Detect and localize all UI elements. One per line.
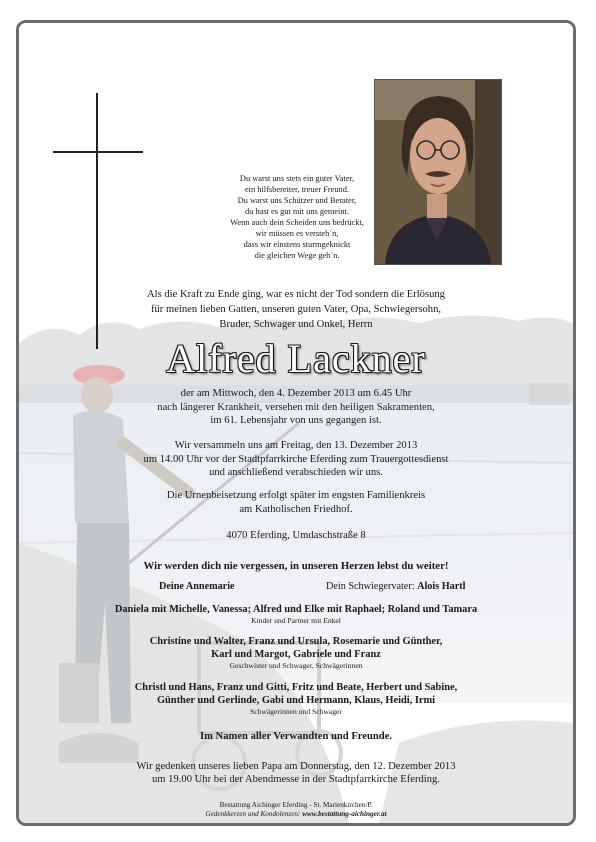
funeral-service (19, 439, 573, 480)
memorial-line: um 19.00 Uhr bei der Abendmesse in der Stadtpfarrkirche Eferding. (151, 773, 440, 785)
death-line: nach längerer Krankheit, versehen mit den heiligen Sakramenten, (157, 401, 435, 413)
family-group-siblings (19, 635, 573, 671)
motto: Wir werden dich nie vergessen, in unseren Herzen lebst du weiter! (143, 560, 449, 572)
death-notice (19, 387, 573, 428)
family-names: Christine und Walter, Franz und Ursula, Rosemarie und Günther, (149, 636, 443, 647)
address: 4070 Eferding, Umdaschstraße 8 (226, 530, 366, 541)
portrait-photo (374, 79, 502, 265)
footer (19, 801, 573, 819)
family-names: Christl und Hans, Franz und Gitti, Fritz und Beate, Herbert und Sabine, (134, 682, 458, 693)
signature-prefix: Dein Schwiegervater: (326, 581, 415, 592)
funeral-home: Bestattung Aichinger Eferding - St. Marienkirchen/P. (219, 801, 373, 809)
poem-line: Wenn auch dein Scheiden uns bedrückt, (230, 218, 364, 227)
cross-icon-horizontal (53, 151, 143, 153)
intro-line: Bruder, Schwager und Onkel, Herrn (219, 319, 373, 330)
poem-line: dass wir einstens sturmgeknickt (243, 240, 351, 249)
urn-line: am Katholischen Friedhof. (239, 503, 353, 515)
memorial-mass (19, 761, 573, 786)
intro-line: für meinen lieben Gatten, unseren guten Vater, Opa, Schwiegersohn, (150, 304, 442, 315)
signature-father-in-law (326, 581, 465, 592)
poem (197, 173, 397, 261)
signature-name: Alois Hartl (417, 581, 466, 592)
family-names: Daniela mit Michelle, Vanessa; Alfred und Elke mit Raphael; Roland und Tamara (114, 604, 478, 615)
poem-line: Du warst uns Schützer und Berater, (237, 196, 357, 205)
poem-line: du hast es gut mit uns gemeint. (245, 207, 349, 216)
poem-line: die gleichen Wege geh´n. (254, 251, 340, 260)
poem-line: Du warst uns stets ein guter Vater, (239, 174, 355, 183)
deceased-name: Alfred Lackner (166, 336, 426, 381)
poem-line: wir müssen es versteh´n, (255, 229, 339, 238)
death-line: im 61. Lebensjahr von uns gegangen ist. (210, 415, 382, 426)
urn-burial (19, 489, 573, 516)
memorial-line: Wir gedenken unseres lieben Papa am Donnerstag, den 12. Dezember 2013 (136, 761, 456, 772)
condolences-label: Gedenkkerzen und Kondolenzen: (205, 810, 301, 818)
in-the-name-of-all: Im Namen aller Verwandten und Freunde. (199, 731, 393, 742)
signature-wife: Deine Annemarie (159, 581, 235, 592)
urn-line: Die Urnenbeisetzung erfolgt später im engsten Familienkreis (166, 490, 426, 501)
footer-condolences (19, 810, 573, 819)
poem-line: ein hilfsbereiter, treuer Freund. (244, 185, 350, 194)
service-line: Wir versammeln uns am Freitag, den 13. Dezember 2013 (174, 440, 418, 451)
family-names: Günther und Gerlinde, Gabi und Hermann, Klaus, Heidi, Irmi (156, 695, 436, 706)
funeral-home-link[interactable]: www.bestattung-aichinger.at (302, 810, 387, 818)
death-line: der am Mittwoch, den 4. Dezember 2013 um 6.45 Uhr (180, 388, 412, 399)
obituary-card (16, 20, 576, 826)
family-relation: Schwägerinnen und Schwager (250, 707, 342, 716)
service-line: um 14.00 Uhr vor der Stadtpfarrkirche Eferding zum Trauergottesdienst (143, 453, 449, 465)
intro-text (19, 287, 573, 332)
family-group-in-laws (19, 681, 573, 717)
service-line: und anschließend verabschieden wir uns. (209, 467, 383, 478)
family-relation: Geschwister und Schwager, Schwägerinnen (229, 661, 363, 670)
family-group-children (19, 603, 573, 626)
family-names: Karl und Margot, Gabriele und Franz (211, 649, 381, 660)
family-relation: Kinder und Partner mit Enkel (251, 616, 341, 625)
intro-line: Als die Kraft zu Ende ging, war es nicht der Tod sondern die Erlösung (147, 289, 445, 300)
